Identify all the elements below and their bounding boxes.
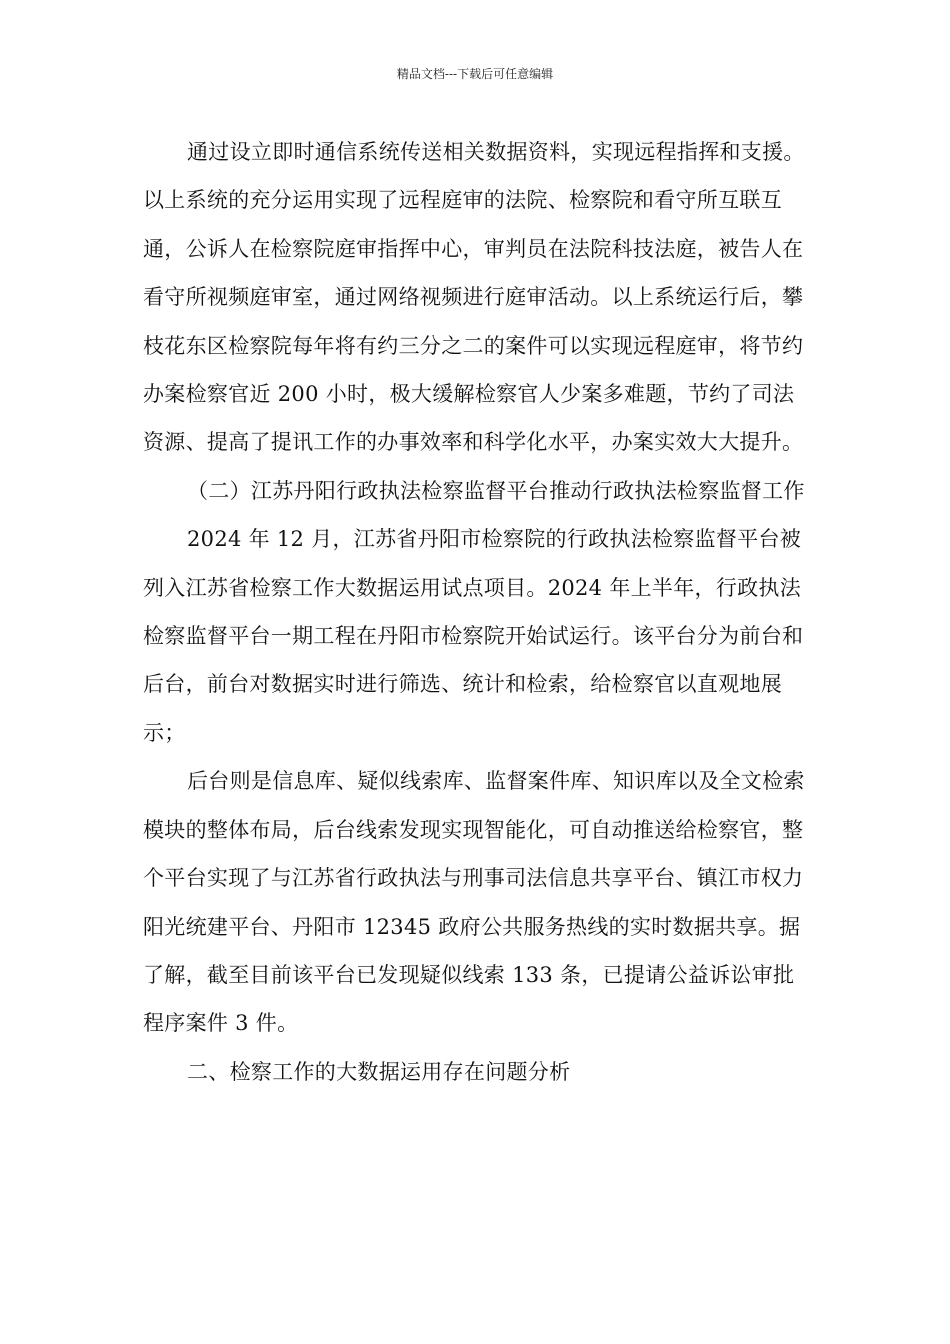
page-header: 精品文档---下载后可任意编辑 xyxy=(396,67,554,81)
section-heading-problems: 二、检察工作的大数据运用存在问题分析 xyxy=(187,1059,571,1084)
paragraph-remote-trial: 通过设立即时通信系统传送相关数据资料，实现远程指挥和支援。以上系统的充分运用实现了远程庭审的法院、检察院和看守所互联互通，公诉人在检察院庭审指挥中心，审判员在法院科技法庭，被告人在看守所视频庭审室，通过网络视频进行庭审活动。以上系统运行后，攀枝花东区检察院每年将有约三分之二的案件可以实现远程庭审，将节约办案检察官近 200 小时，极大缓解检察官人少案多难题，节约了司法资源、提高了提讯工作的办事效率和科学化水平，办案实效大大提升。 xyxy=(143,140,805,455)
document-body xyxy=(143,128,815,1096)
paragraph-platform-backend: 后台则是信息库、疑似线索库、监督案件库、知识库以及全文检索模块的整体布局，后台线索发现实现智能化，可自动推送给检察官，整个平台实现了与江苏省行政执法与刑事司法信息共享平台、镇江市权力阳光统建平台、丹阳市 12345 政府公共服务热线的实时数据共享。据了解，截至目前该平台已发现疑似线索 133 条，已提请公益诉讼审批程序案件 3 件。 xyxy=(143,769,805,1036)
paragraph-platform-intro: 2024 年 12 月，江苏省丹阳市检察院的行政执法检察监督平台被列入江苏省检察工作大数据运用试点项目。2024 年上半年，行政执法检察监督平台一期工程在丹阳市检察院开始试运行。该平台分为前台和后台，前台对数据实时进行筛选、统计和检索，给检察官以直观地展示； xyxy=(143,527,804,745)
section-heading-danyang: （二）江苏丹阳行政执法检察监督平台推动行政执法检察监督工作 xyxy=(187,478,805,503)
